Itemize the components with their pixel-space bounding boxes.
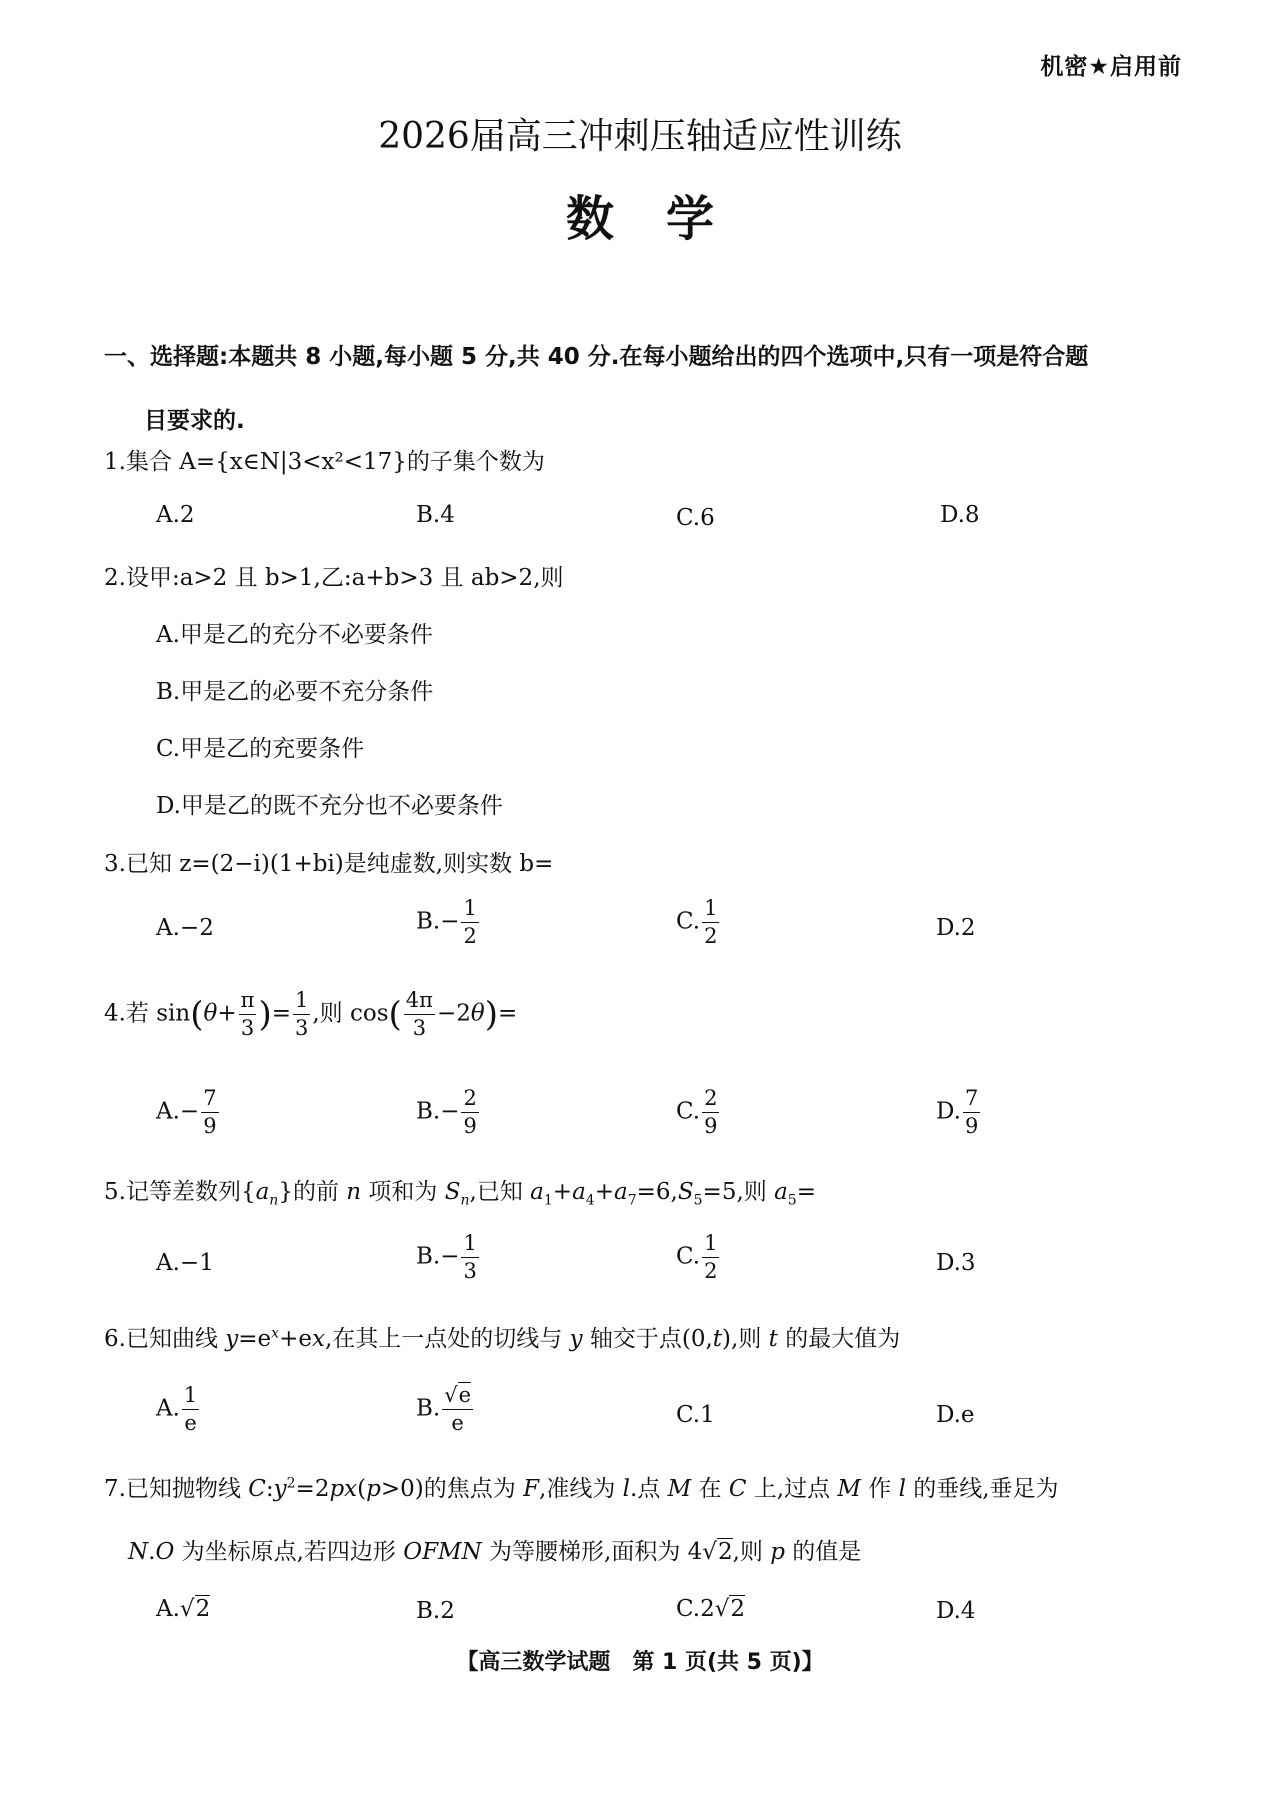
section-heading [104, 325, 1088, 453]
q6-option-c[interactable]: C.1 [676, 1402, 715, 1428]
confidential-label: 机密★启用前 [1040, 54, 1182, 80]
q7-option-d[interactable]: D.4 [936, 1598, 976, 1624]
fraction: $\frac{1}{2}$ [463, 896, 477, 948]
q4-option-b[interactable]: B.− $\frac{2}{9}$ [416, 1086, 477, 1138]
q4-option-a[interactable]: A.− $\frac{7}{9}$ [156, 1086, 217, 1138]
q2-option-d[interactable]: D.甲是乙的既不充分也不必要条件 [156, 793, 503, 819]
q2-option-a[interactable]: A.甲是乙的充分不必要条件 [156, 622, 433, 648]
q4-option-c[interactable]: C. $\frac{2}{9}$ [676, 1086, 718, 1138]
q4-option-d[interactable]: D. $\frac{7}{9}$ [936, 1086, 979, 1138]
page-footer: 【高三数学试题 第 1 页(共 5 页)】 [456, 1650, 824, 1675]
q3-option-d[interactable]: D.2 [936, 915, 976, 941]
q5-option-a[interactable]: A.−1 [156, 1250, 214, 1276]
q1-option-b[interactable]: B.4 [416, 502, 455, 528]
fraction: $\frac{1}{2}$ [704, 896, 718, 948]
q2-option-c[interactable]: C.甲是乙的充要条件 [156, 736, 365, 762]
q5-option-d[interactable]: D.3 [936, 1250, 976, 1276]
section-heading-line1: 一、选择题:本题共 8 小题,每小题 5 分,共 40 分.在每小题给出的四个选项中,只有一项是符合题 [104, 344, 1089, 370]
q6-option-b[interactable]: B. $\frac{√e}{e}$ [416, 1383, 472, 1435]
q5-option-c[interactable]: C. $\frac{1}{2}$ [676, 1231, 718, 1283]
q1-option-c[interactable]: C.6 [676, 505, 715, 531]
q7-option-a[interactable]: A.√2 [156, 1596, 211, 1622]
question-2-stem: 2.设甲:a>2 且 b>1,乙:a+b>3 且 ab>2,则 [104, 565, 564, 591]
q3-option-b[interactable]: B.− $\frac{1}{2}$ [416, 896, 477, 948]
exam-title: 2026届高三冲刺压轴适应性训练 [378, 116, 902, 157]
q7-option-b[interactable]: B.2 [416, 1598, 455, 1624]
question-3-stem: 3.已知 z=(2−i)(1+bi)是纯虚数,则实数 b= [104, 851, 554, 877]
q1-option-a[interactable]: A.2 [156, 502, 195, 528]
question-4-stem: 4.若 sin(θ+ $\frac{\pi}{3}$ )= $\frac{1}{3}$ ,则 cos( $\frac{4\pi}{3}$ −2θ)= [104, 988, 518, 1040]
subject-title: 数学 [565, 191, 766, 247]
q5-option-b[interactable]: B.− $\frac{1}{3}$ [416, 1231, 477, 1283]
question-6-stem: 6.已知曲线 $y=e^x+ex$,在其上一点处的切线与 y 轴交于点(0,t),则 t 的最大值为 [104, 1325, 901, 1352]
question-5-stem: 5.记等差数列$\{a_n\}$的前 n 项和为 $S_n$,已知 $a_1+a_4+a_7=6,S_5=5$,则 $a_5=$ [104, 1179, 816, 1209]
q6-option-a[interactable]: A. $\frac{1}{e}$ [156, 1383, 198, 1435]
q3-option-c[interactable]: C. $\frac{1}{2}$ [676, 896, 718, 948]
section-heading-line2: 目要求的. [144, 408, 245, 434]
question-7-stem-line2: N.O 为坐标原点,若四边形 OFMN 为等腰梯形,面积为 4√2,则 p 的值是 [128, 1539, 862, 1565]
q3-option-a[interactable]: A.−2 [156, 915, 214, 941]
question-7-stem-line1: 7.已知抛物线 $C:y^2=2px(p>0)$的焦点为 F,准线为 l.点 M 在 C 上,过点 M 作 l 的垂线,垂足为 [104, 1475, 1059, 1502]
q1-option-d[interactable]: D.8 [940, 502, 980, 528]
q7-option-c[interactable]: C.2√2 [676, 1596, 746, 1622]
question-1-stem: 1.集合 A={x∈N|3<x²<17}的子集个数为 [104, 449, 545, 475]
q2-option-b[interactable]: B.甲是乙的必要不充分条件 [156, 679, 434, 705]
q6-option-d[interactable]: D.e [936, 1402, 975, 1428]
